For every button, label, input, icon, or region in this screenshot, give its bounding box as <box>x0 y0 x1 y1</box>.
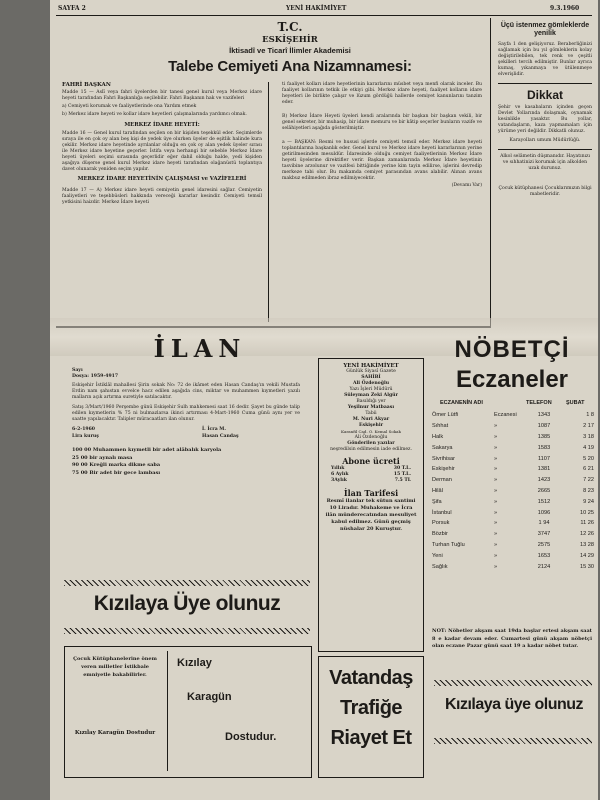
article-paragraph: a) Cemiyeti korumak ve faaliyetlerinde ona Yardım etmek <box>62 104 197 109</box>
pharmacy-phone: 3747 <box>537 531 551 538</box>
ad-border-top <box>434 680 592 686</box>
nobetci-title: NÖBETÇİ <box>454 336 570 363</box>
masthead-sent-label: Gönderilen yazılar <box>347 441 395 446</box>
abone-row <box>331 478 411 484</box>
box-divider <box>167 651 168 771</box>
ilan-signature <box>72 427 300 441</box>
masthead-box <box>318 358 424 652</box>
masthead-press-label: Basıldığı yer <box>356 399 386 404</box>
pharmacy-days: 11 26 <box>580 520 594 527</box>
table-row <box>430 561 594 572</box>
pharmacy-phone: 1583 <box>537 444 551 451</box>
pharmacy-phone: 2665 <box>537 487 551 494</box>
table-row <box>430 496 594 507</box>
header-rule <box>56 15 592 16</box>
tarife-title: İlan Tarifesi <box>343 488 399 498</box>
pharmacy-name: Derman <box>432 477 452 484</box>
ad-border-bottom <box>64 628 310 634</box>
ilan-body <box>72 368 300 477</box>
pharmacy-type: Eczanesi <box>494 412 517 419</box>
sidebar <box>498 22 592 322</box>
dikkat-title: Dikkat <box>526 88 564 102</box>
article-paragraph: Madde 16 — Genel kurul tarafından seçilen on bir kişiden teşekkül eder. Seçimlerde sıraya ile en çok oy alan beş kişi de yedek üye olurken üyeler de eşitlik halinde kura çekilir. Merkez idare heyetinde ayrılanlar olduğu en çok oy alan yedek üyeler sırası ile Merkez idare heyetine geçerler. İstifa veya herhangi bir sebeble Merkez İdare heyeti üyeleri seçimi sırasında geçerlidir eğer dahil olduğu halde, yedi kişiden aşağıya düşerse genel kurul Merkez idare heyeti tarafından olağanüstü toplantıya davet olunarak yeniden seçim yapılır. <box>62 131 262 172</box>
pharmacy-rows <box>430 410 594 572</box>
pharmacy-name: Eskişehir <box>432 466 455 473</box>
ilan-sayi: Sayı <box>72 368 83 373</box>
pharmacy-phone: 1096 <box>537 509 551 516</box>
col-month-header: ŞUBAT <box>566 400 585 406</box>
pharmacy-type: » <box>494 552 498 559</box>
pharmacy-type: » <box>494 477 498 484</box>
ilan-text: Eskişehir İstiklâl mahallesi Şirin sokak No: 72 de ikâmet eden Hasan Candaş'ın vekili Mustafa Erdin nam şahıstan evvelce hacz edilen aşağıda cins, miktar ve muhammen kıymetleri yazılı malların açık artırma suretiyle satılacaktır. <box>72 383 300 400</box>
pharmacy-name: Yeni <box>432 552 443 559</box>
pharmacy-type: » <box>494 520 498 527</box>
notice-text: Sayfa 1 den gelişiyoruz. Beraberliğinizi sağlamak için bu yıl gömleklerin kolay değiştirilebilen, tek renk ve çeşitli şekilleri tercih edilmiştir. Bunlar ayrıca kumaş, yıkanmaya ve ütülenmeye elverişlidir. <box>498 42 592 77</box>
masthead-address: Karanfil Cad. O. Kemal Sokak <box>341 429 401 434</box>
pharmacy-type: » <box>494 498 498 505</box>
article-paragraph: ti faaliyet kolları idare heyetlerinin kararlarını müsbet veya menfi olarak inceler. Bu faaliyet kollarının tetkik ile etkiyi gibi. Merkez idare heyeti, faaliyet kolların idare heyetleri ile birlikte çalışır ve lüzum gördüğü hallerde cemiyet kanunlarını tanzim eder. <box>282 82 482 105</box>
section-heading: FAHRİ BAŞKAN <box>62 82 111 88</box>
library-slogan: Çocuk Kütüphanelerine önem veren milletler İstikbale emniyetle bakabilirler. <box>73 656 157 678</box>
karagun-word: Karagün <box>187 691 232 703</box>
article-paragraph: a — BAŞKAN: Resmi ve hususi işlerde cemiyeti temsil eder. Merkez idare heyeti toplantılarına başkanlık eder. Genel kurul ve Merkez idare heyeti kararlarının yerine getirilmesinden mesuldür. İdaresinde olduğu cemiyet faaliyetlerinin Merkez İdare heyeti üyelerine direktifler verir. Başkan zamanlarında Merkez İdare heyetinin tasvibine arzolunur ve vazifesi bittiğinde yerine kim tayin edilirse, işlerini devredip merkeze tabi olur. Bu makamda cemiyet parasından avans alabilir. Alınan avans makbuz edilmeden ibraz edilmiyecektir. <box>282 140 482 181</box>
pharmacy-name: Bözbir <box>432 531 448 538</box>
table-row <box>430 540 594 551</box>
eczaneler-title: Eczaneler <box>455 366 569 393</box>
ilan-item: 75 00 Bir adet bir gece lambası <box>72 469 161 476</box>
article-paragraph: b) Merkez idare heyeti ve kollar idare heyetleri çalışmalarında yardımcı olmak. <box>62 112 247 117</box>
page-number: SAYFA 2 <box>58 5 86 12</box>
traffic-ad <box>318 656 424 778</box>
pharmacy-name: Sivrihisar <box>432 455 456 462</box>
section-heading: MERKEZ İDARE HEYETİNİN ÇALIŞMASI ve VAZİFELERİ <box>77 176 247 182</box>
pharmacy-days: 2 17 <box>583 423 594 430</box>
article-left-column <box>62 82 262 206</box>
dostudur-word: Dostudur. <box>225 731 277 743</box>
pharmacy-days: 3 18 <box>583 433 594 440</box>
abone-period: Yıllık <box>331 466 345 471</box>
page-header <box>50 2 598 16</box>
pharmacy-name: Hilâl <box>432 487 443 494</box>
table-row <box>430 421 594 432</box>
table-row <box>430 507 594 518</box>
pharmacy-phone: 1385 <box>537 433 551 440</box>
pharmacy-days: 10 25 <box>580 509 594 516</box>
ilan-office: İ. İcra M. <box>202 427 226 432</box>
dikkat-text: Şehir ve kasabaların içinden geçen Devlet Yollarında dolaşmak, oynamak kesinlikle yasaktır. Bu yollar, vatandaşların, kaza yapmamaları için yürüme yeri değildir. Dikkatli olunuz. <box>498 105 592 134</box>
article-title: Talebe Cemiyeti Ana Nizamnamesi: <box>168 58 412 75</box>
pharmacy-name: Turhan Tuğlu <box>432 541 465 548</box>
traffic-line-2: Trafiğe <box>339 697 403 719</box>
kizilay-ad: Kızılaya Üye olunuz <box>93 592 281 615</box>
pharmacy-days: 14 29 <box>580 552 594 559</box>
pharmacy-type: » <box>494 423 498 430</box>
ilan-item: 90 00 Kreğli marka dikme saba <box>72 462 161 468</box>
abone-period: 3Aylık <box>331 478 347 483</box>
pharmacy-days: 6 21 <box>583 466 594 473</box>
notice-title: Üçü istenmez gömleklerde yenilik <box>500 22 590 37</box>
library-text: Çocuk kütüphanesi Çocuklarımızın bilgi mabetleridir. <box>498 186 592 197</box>
pharmacy-type: » <box>494 487 498 494</box>
pharmacy-name: Halk <box>432 433 444 440</box>
article-academy: İktisadî ve Ticarî İlimler Akademisi <box>229 46 351 55</box>
pharmacy-phone: 1343 <box>537 412 551 419</box>
dikkat-sign: Karayolları umum Müdürlüğü. <box>509 138 581 143</box>
kizilay-ad-2: Kızılaya üye olunuz <box>444 696 584 713</box>
pharmacy-note: NOT: Nöbetler akşam saat 19da başlar ertesi akşam saat 8 e kadar devam eder. Cumartesi günü akşam nöbetçi olan eczane Pazar günü saat 19 a kadar nöbet tutar. <box>432 628 592 649</box>
column-divider <box>490 18 491 328</box>
pharmacy-name: Sıhhat <box>432 423 449 430</box>
ilan-items <box>72 447 300 477</box>
pharmacy-type: » <box>494 455 498 462</box>
pharmacy-phone: 1 94 <box>538 520 550 527</box>
pharmacy-days: 4 19 <box>583 444 594 451</box>
masthead-sahibi: SAHİBİ <box>361 375 381 380</box>
newspaper-name: YENİ HAKİMİYET <box>286 5 347 12</box>
pharmacy-days: 15 30 <box>580 563 594 570</box>
pharmacy-name: İstanbul <box>432 509 452 516</box>
newspaper-page <box>50 0 598 800</box>
masthead-press: Yeşilnur Matbaası <box>347 405 395 410</box>
ilan-date: 6-2-1960 <box>72 427 95 432</box>
masthead-city: Eskişehir <box>358 423 384 428</box>
article-paragraph: Madde 17 — A) Merkez idare heyeti cemiyetin genel idaresini sağlar. Cemiyetin faaliyetleri ve teşebbüsleri hakkında vereceği kararlar kesindir. Cemiyeti temsil yetkisini haizdir. Merkez İdare heyeti <box>62 188 262 205</box>
table-row <box>430 464 594 475</box>
article-city: ESKİŞEHİR <box>262 35 318 45</box>
ad-border-bottom <box>434 738 592 744</box>
masthead-tabi: Tabii <box>365 411 377 416</box>
table-row <box>430 432 594 443</box>
pharmacy-phone: 2575 <box>537 541 551 548</box>
table-row <box>430 529 594 540</box>
issue-date: 9.3.1960 <box>550 5 580 12</box>
abone-price: 30 T.L. <box>393 466 411 471</box>
table-row <box>430 453 594 464</box>
pharmacy-table <box>430 400 594 572</box>
traffic-line-3: Riayet Et <box>330 727 412 749</box>
pharmacy-type: » <box>494 433 498 440</box>
continued-note: (Devamı Var) <box>451 183 482 188</box>
pharmacy-name: Sakarya <box>432 444 453 451</box>
article-paragraph: B) Merkez İdare Heyeti üyeleri kendi aralarında bir başkan bir başkan vekili, bir genel sekreter, bir muhasip, bir idare memuru ve bir kâtip seçerler bunların vazife ve selâhiyetleri aşağıda gösterilmiştir. <box>282 114 482 131</box>
ilan-dosya: Dosya: 1959-4917 <box>72 374 119 379</box>
ilan-item: 100 00 Muhammen kıymetli bir adet alâbalık karyola <box>72 447 222 453</box>
abone-title: Abone ücreti <box>342 456 400 466</box>
table-row <box>430 486 594 497</box>
article-tc: T.C. <box>277 20 303 34</box>
table-header <box>430 400 594 410</box>
col-phone-header: TELEFON <box>526 400 552 406</box>
pharmacy-days: 13 28 <box>580 541 594 548</box>
abone-price: 7.5 TL <box>394 478 411 483</box>
masthead-owner: Ali Özdenoğlu <box>352 381 390 386</box>
pharmacy-days: 7 22 <box>583 477 594 484</box>
ilan-text: Satış 3/Mart/1960 Perşembe günü Eskişehir Sulh mahkemesi saat 16 dedir. Şayet bu günde talip edilen kıymetlerin % 75 ni bulmazlarsa ikinci artırması 4-Mart-1960 Cuma günü aynı yer ve saatte yapılacaktır. Talipler müracaatları ilan olunur. <box>72 405 300 422</box>
sidebar-rule <box>498 149 592 150</box>
pharmacy-type: » <box>494 466 498 473</box>
pharmacy-days: 1 8 <box>586 412 594 419</box>
pharmacy-type: » <box>494 509 498 516</box>
pharmacy-name: Sağlık <box>432 563 448 570</box>
kizilay-word: Kızılay <box>177 657 212 669</box>
ilan-title: İLAN <box>153 334 247 363</box>
tarife-text: Resmî ilanlar tek sütun santimi 10 Liradır. Muhakeme ve İcra ilân münderecatından mesuliyet kabul edilmez. Günü geçmiş nüshalar 20 Kuruştur. <box>325 498 417 532</box>
pharmacy-days: 5 20 <box>583 455 594 462</box>
abone-period: 6 Aylık <box>331 472 349 477</box>
masthead-editor-label: Yazı İşleri Müdürü <box>349 387 393 392</box>
pharmacy-days: 12 26 <box>580 531 594 538</box>
pharmacy-phone: 1653 <box>537 552 551 559</box>
pharmacy-phone: 1087 <box>537 423 551 430</box>
pharmacy-type: » <box>494 563 498 570</box>
masthead-sent-text: neşredilsin edilmesin iade edilmez. <box>330 447 412 452</box>
table-row <box>430 518 594 529</box>
sidebar-rule <box>498 83 592 84</box>
masthead-subtitle: Günlük Siyasî Gazete <box>346 369 396 374</box>
pharmacy-name: Şifa <box>432 498 442 505</box>
ilan-lira: Lira kuruş <box>72 434 99 439</box>
pharmacy-phone: 1512 <box>537 498 551 505</box>
pharmacy-phone: 2124 <box>537 563 551 570</box>
masthead-postbox: Ali Özdenoğlu <box>354 435 388 440</box>
masthead-editor: Süleyman Zeki Algür <box>344 393 398 398</box>
article-right-column <box>282 82 482 189</box>
alkol-text: Alkol selâmetin düşmanıdır. Hayatınızı ve sıhhatinizi korumak için alkolden uzak durunuz. <box>500 154 590 171</box>
pharmacy-days: 8 23 <box>583 487 594 494</box>
table-row <box>430 442 594 453</box>
pharmacy-name: Ömer Lütfi <box>432 412 459 419</box>
pharmacy-type: » <box>494 541 498 548</box>
article-paragraph: Madde 15 — Aslî veya fahri üyelerden bir tanesi genel kurul veya Merkez idare heyeti tarafından Fahri Başkanlığa seçilebilir. Fahri Başkanın hak ve vazifeleri <box>62 90 262 101</box>
section-heading: MERKEZ İDARE HEYETİ: <box>124 122 200 128</box>
pharmacy-name: Porsuk <box>432 520 450 527</box>
masthead-printer: M. Nuri Akyar <box>352 417 390 422</box>
karagun-slogan: Kızılay Karagün Dostudur <box>74 730 156 736</box>
pharmacy-phone: 1381 <box>537 466 551 473</box>
pharmacy-type: » <box>494 531 498 538</box>
ad-border-top <box>64 580 310 586</box>
bottom-left-ads <box>64 646 312 778</box>
ilan-item: 25 00 bir aynalı masa <box>72 454 133 461</box>
table-row <box>430 475 594 486</box>
abone-table <box>319 466 423 484</box>
pharmacy-phone: 1107 <box>537 455 551 462</box>
traffic-line-1: Vatandaş <box>329 667 413 689</box>
abone-price: 15 T.L. <box>393 472 411 477</box>
pharmacy-type: » <box>494 444 498 451</box>
pharmacy-phone: 1423 <box>537 477 551 484</box>
table-row <box>430 550 594 561</box>
ilan-signer: Hasan Candaş <box>202 434 239 439</box>
table-row <box>430 410 594 421</box>
col-name-header: ECZANENİN ADI <box>440 400 483 406</box>
column-divider <box>268 82 269 322</box>
masthead-name: YENİ HAKİMİYET <box>343 363 399 369</box>
pharmacy-days: 9 24 <box>583 498 594 505</box>
